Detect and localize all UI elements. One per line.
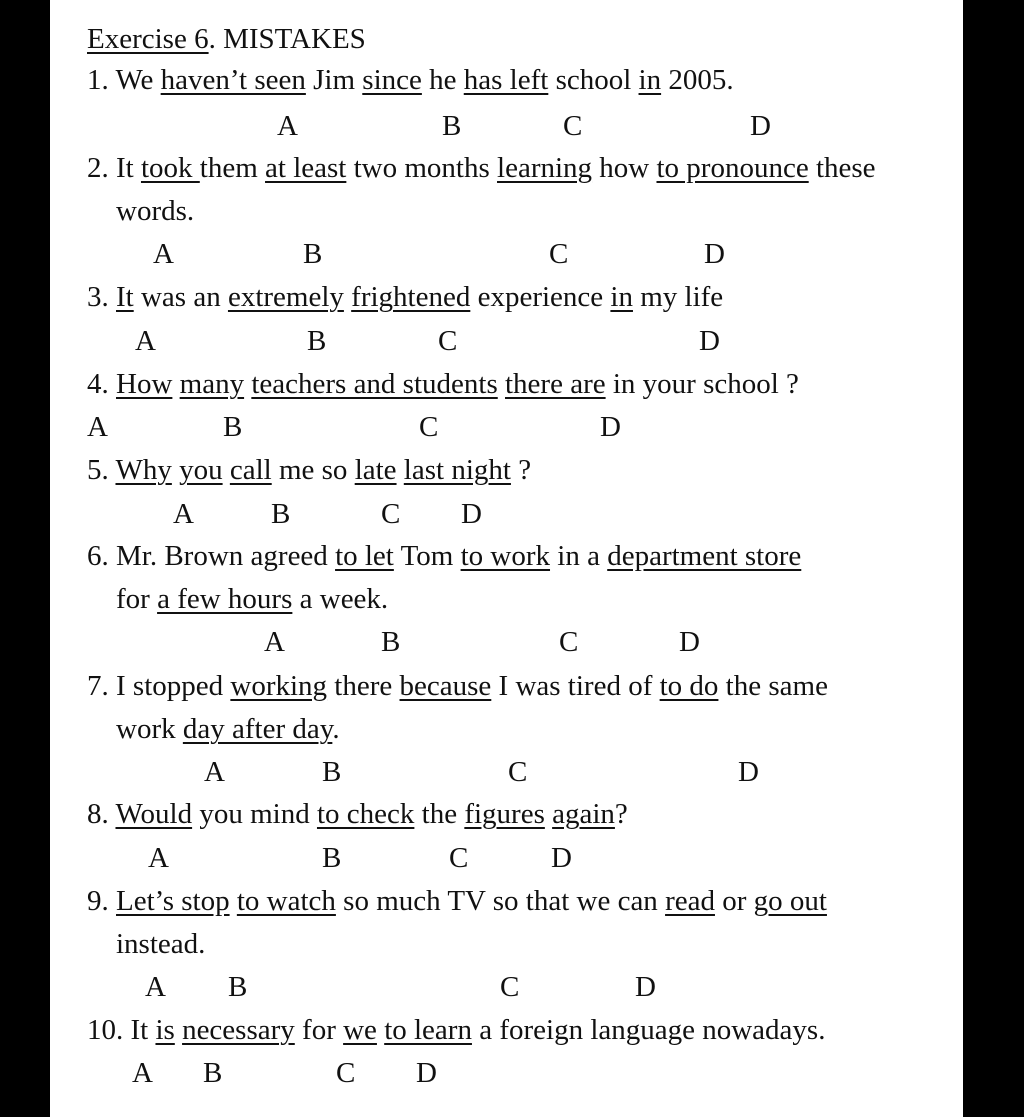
- exercise-title-main: Exercise 6: [87, 23, 209, 55]
- underlined-option: to check: [316, 798, 415, 830]
- worksheet: [50, 0, 963, 1117]
- question-3-label-a: A: [135, 325, 156, 357]
- question-4-label-a: A: [87, 411, 108, 443]
- question-text: a foreign language nowadays.: [471, 1014, 826, 1046]
- question-2-line-2: [116, 194, 194, 228]
- question-4-label-d: D: [600, 411, 621, 443]
- question-3-label-b: B: [307, 325, 327, 357]
- question-9-label-c: C: [500, 971, 520, 1003]
- question-text: instead.: [116, 928, 206, 960]
- question-3-line-1: [87, 280, 723, 314]
- question-1-line-1: [87, 63, 734, 97]
- question-1-label-b: B: [442, 110, 462, 142]
- underlined-option: figures: [464, 798, 545, 830]
- underlined-option: call: [229, 454, 272, 486]
- underlined-option: to do: [659, 670, 719, 702]
- question-text: me so: [271, 454, 355, 486]
- question-text: the same: [718, 670, 828, 702]
- question-5-label-a: A: [173, 498, 194, 530]
- question-5-label-d: D: [461, 498, 482, 530]
- exercise-title: [87, 22, 366, 56]
- underlined-option: last night: [403, 454, 511, 486]
- question-text: 8.: [87, 798, 116, 830]
- question-5-label-c: C: [381, 498, 401, 530]
- question-text: Jim: [305, 64, 363, 96]
- question-2-label-d: D: [704, 238, 725, 270]
- underlined-option: read: [665, 885, 715, 917]
- question-8-line-1: [87, 797, 628, 831]
- question-text: for: [294, 1014, 344, 1046]
- question-6-label-b: B: [381, 626, 401, 658]
- underlined-option: a few hours: [157, 583, 293, 615]
- underlined-option: at least: [265, 152, 347, 184]
- question-text: my life: [632, 281, 724, 313]
- underlined-option: Would: [115, 798, 193, 830]
- question-text: them: [199, 152, 266, 184]
- question-text: 7. I stopped: [87, 670, 231, 702]
- question-2-line-1: [87, 151, 876, 185]
- question-text: these: [808, 152, 876, 184]
- underlined-option: necessary: [182, 1014, 295, 1046]
- question-6-line-2: [116, 582, 388, 616]
- underlined-option: again: [552, 798, 615, 830]
- question-text: Tom: [393, 540, 461, 572]
- question-10-line-1: [87, 1013, 825, 1047]
- question-text: [230, 885, 237, 917]
- question-text: school: [548, 64, 639, 96]
- question-text: I was tired of: [491, 670, 660, 702]
- question-text: there: [327, 670, 400, 702]
- question-text: for: [116, 583, 158, 615]
- question-text: ?: [510, 454, 532, 486]
- question-text: 2. It: [87, 152, 141, 184]
- underlined-option: working: [230, 670, 328, 702]
- underlined-option: there are: [505, 368, 606, 400]
- underlined-option: to let: [335, 540, 394, 572]
- question-text: [223, 454, 230, 486]
- question-5-line-1: [87, 453, 531, 487]
- question-text: work: [116, 713, 183, 745]
- question-7-line-1: [87, 669, 828, 703]
- underlined-option: to work: [460, 540, 551, 572]
- question-text: two months: [346, 152, 498, 184]
- underlined-option: Let’s stop: [116, 885, 230, 917]
- underlined-option: is: [155, 1014, 175, 1046]
- question-10-label-b: B: [203, 1057, 223, 1089]
- question-2-label-b: B: [303, 238, 323, 270]
- underlined-option: took: [140, 152, 200, 184]
- question-text: [172, 368, 179, 400]
- underlined-option: How: [116, 368, 173, 400]
- question-2-label-c: C: [549, 238, 569, 270]
- question-8-label-c: C: [449, 842, 469, 874]
- question-text: [175, 1014, 182, 1046]
- question-5-label-b: B: [271, 498, 291, 530]
- question-text: 1. We: [87, 64, 161, 96]
- question-7-line-2: [116, 712, 340, 746]
- question-text: 9.: [87, 885, 116, 917]
- underlined-option: since: [362, 64, 422, 96]
- question-4-label-b: B: [223, 411, 243, 443]
- question-1-label-c: C: [563, 110, 583, 142]
- question-text: .: [332, 713, 340, 745]
- question-8-label-a: A: [148, 842, 169, 874]
- underlined-option: department store: [607, 540, 802, 572]
- question-text: [397, 454, 404, 486]
- question-text: ?: [614, 798, 628, 830]
- question-6-label-d: D: [679, 626, 700, 658]
- question-9-label-a: A: [145, 971, 166, 1003]
- question-text: was an: [133, 281, 228, 313]
- question-text: 6. Mr. Brown agreed: [87, 540, 336, 572]
- question-9-label-b: B: [228, 971, 248, 1003]
- question-10-label-a: A: [132, 1057, 153, 1089]
- underlined-option: in: [610, 281, 633, 313]
- underlined-option: to learn: [384, 1014, 472, 1046]
- question-10-label-d: D: [416, 1057, 437, 1089]
- question-2-label-a: A: [153, 238, 174, 270]
- underlined-option: because: [399, 670, 492, 702]
- question-text: 2005.: [661, 64, 734, 96]
- question-text: or: [714, 885, 754, 917]
- question-1-label-d: D: [750, 110, 771, 142]
- question-6-line-1: [87, 539, 801, 573]
- question-text: the: [414, 798, 465, 830]
- question-10-label-c: C: [336, 1057, 356, 1089]
- underlined-option: we: [343, 1014, 377, 1046]
- question-9-line-2: [116, 927, 205, 961]
- underlined-option: It: [116, 281, 134, 313]
- question-3-label-d: D: [699, 325, 720, 357]
- underlined-option: haven’t seen: [160, 64, 306, 96]
- underlined-option: frightened: [351, 281, 471, 313]
- underlined-option: you: [179, 454, 223, 486]
- question-7-label-d: D: [738, 756, 759, 788]
- question-text: so much TV so that we can: [335, 885, 666, 917]
- question-text: [498, 368, 505, 400]
- question-text: 5.: [87, 454, 116, 486]
- underlined-option: late: [354, 454, 397, 486]
- question-8-label-b: B: [322, 842, 342, 874]
- underlined-option: has left: [463, 64, 549, 96]
- underlined-option: Why: [115, 454, 172, 486]
- question-3-label-c: C: [438, 325, 458, 357]
- question-text: 4.: [87, 368, 116, 400]
- question-text: 10. It: [87, 1014, 156, 1046]
- question-4-line-1: [87, 367, 799, 401]
- question-7-label-c: C: [508, 756, 528, 788]
- question-text: experience: [470, 281, 611, 313]
- question-6-label-c: C: [559, 626, 579, 658]
- question-9-label-d: D: [635, 971, 656, 1003]
- exercise-title-rest: . MISTAKES: [208, 23, 366, 55]
- underlined-option: learning: [497, 152, 593, 184]
- question-text: he: [421, 64, 464, 96]
- question-text: in a: [550, 540, 608, 572]
- underlined-option: day after day: [182, 713, 333, 745]
- question-7-label-b: B: [322, 756, 342, 788]
- question-text: you mind: [192, 798, 317, 830]
- underlined-option: in: [638, 64, 662, 96]
- underlined-option: extremely: [227, 281, 344, 313]
- underlined-option: teachers and students: [251, 368, 498, 400]
- question-text: how: [592, 152, 657, 184]
- question-text: words.: [116, 195, 195, 227]
- question-text: in your school ?: [605, 368, 799, 400]
- question-text: a week.: [292, 583, 389, 615]
- underlined-option: go out: [753, 885, 827, 917]
- question-8-label-d: D: [551, 842, 572, 874]
- underlined-option: many: [179, 368, 245, 400]
- question-7-label-a: A: [204, 756, 225, 788]
- question-text: 3.: [87, 281, 116, 313]
- question-1-label-a: A: [277, 110, 298, 142]
- question-6-label-a: A: [264, 626, 285, 658]
- underlined-option: to pronounce: [656, 152, 809, 184]
- question-4-label-c: C: [419, 411, 439, 443]
- underlined-option: to watch: [236, 885, 336, 917]
- question-9-line-1: [87, 884, 827, 918]
